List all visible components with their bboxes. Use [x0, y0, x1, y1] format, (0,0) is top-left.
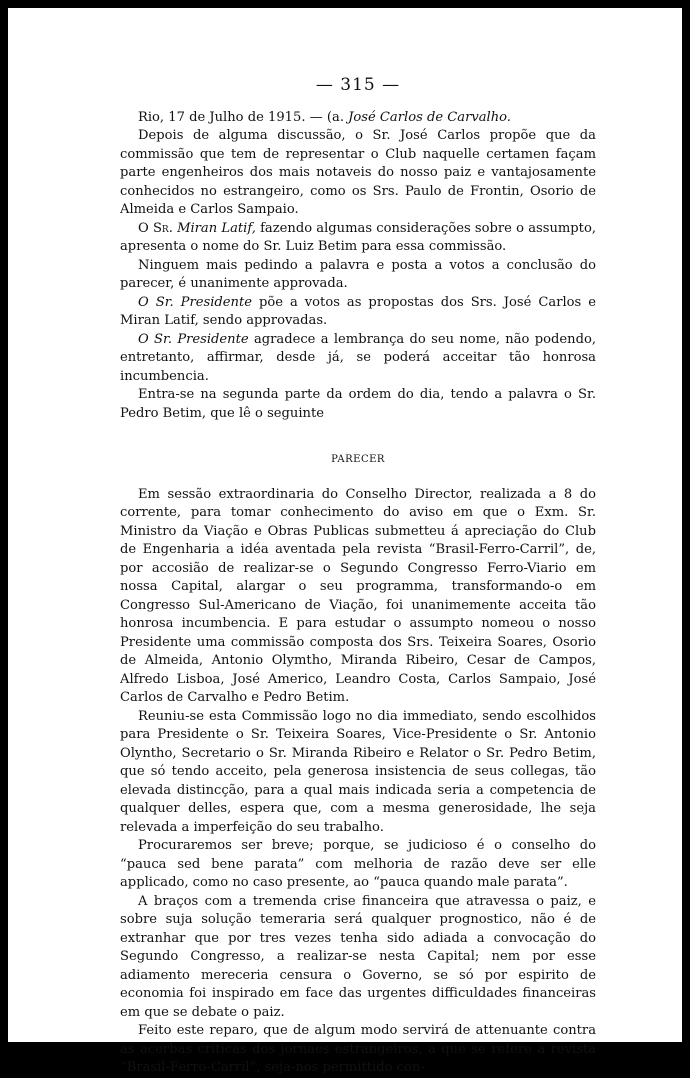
- speaker-name: Miran Latif,: [177, 220, 256, 236]
- parecer-paragraph-4: A braços com a tremenda crise financeira que atravessa o paiz, e sobre suja solução temeraria será qualquer prognostico, não é de extranhar que por tres vezes tenha sido adiada a convocação do Segundo Congresso, a realizar-se nesta Capital; nem por esse adiamento mereceria censura o Governo, se só por espirito de economia foi inspirado em face das urgentes difficuldades financeiras em que se debate o paiz.: [120, 893, 596, 1020]
- speaker-title: O Sr.: [138, 220, 173, 236]
- parecer-paragraph-2: Reuniu-se esta Commissão logo no dia immediato, sendo escolhidos para Presidente o Sr. Teixeira Soares, Vice-Presidente o Sr. Antonio Olyntho, Secretario o Sr. Miranda Ribeiro e Relator o Sr. Pedro Betim, que só tendo acceito, pela generosa insistencia de seus collegas, tão elevada distincção, para a qual mais indicada seria a competencia de qualquer delles, espera que, com a mesma generosidade, lhe seja relevada a imperfeição do seu trabalho.: [120, 708, 596, 835]
- speaker-name: O Sr. Presidente: [138, 331, 249, 347]
- parecer-paragraph-1: Em sessão extraordinaria do Conselho Director, realizada a 8 do corrente, para tomar conhecimento do aviso em que o Exm. Sr. Ministro da Viação e Obras Publicas submetteu á apreciação do Club de Engenharia a idéa aventada pela revista “Brasil-Ferro-Carril”, de, por accosião de realizar-se o Segundo Congresso Ferro-Viario em nossa Capital, alargar o seu programma, transformando-o em Congresso Sul-Americano de Viação, foi unanimemente acceita tão honrosa incumbencia. E para estudar o assumpto nomeou o nosso Presidente uma commissão composta dos Srs. Teixeira Soares, Osorio de Almeida, Antonio Olymtho, Miranda Ribeiro, Cesar de Campos, Alfredo Lisboa, José Americo, Leandro Costa, Carlos Sampaio, José Carlos de Carvalho e Pedro Betim.: [120, 486, 596, 705]
- paragraph-text: agradece a lembrança do seu nome, não podendo, entretanto, affirmar, desde já, se poderá acceitar tão honrosa incumbencia.: [120, 331, 596, 384]
- parecer-paragraph-3: Procuraremos ser breve; porque, se judicioso é o conselho do “pauca sed bene parata” com melhoria de razão deve ser elle applicado, como no caso presente, ao “pauca quando male parata”.: [120, 838, 596, 890]
- paragraph-signature: [120, 109, 596, 128]
- paragraph-text: Rio, 17 de Julho de 1915. — (a.: [138, 109, 349, 125]
- paragraph-text: fazendo algumas considerações sobre o assumpto, apresenta o nome do Sr. Luiz Betim para essa commissão.: [120, 220, 596, 254]
- speaker-name: O Sr. Presidente: [138, 294, 252, 310]
- paragraph-presidente-vote: [120, 294, 596, 331]
- document-page: [8, 8, 682, 1075]
- paragraph-text: põe a votos as propostas dos Srs. José Carlos e Miran Latif, sendo approvadas.: [120, 294, 597, 328]
- signature-name: José Carlos de Carvalho.: [348, 109, 511, 125]
- paragraph-presidente-thanks: [120, 331, 596, 387]
- paragraph-approval: Ninguem mais pedindo a palavra e posta a votos a conclusão do parecer, é unanimente approvada.: [120, 257, 596, 291]
- section-heading: PARECER: [331, 454, 385, 465]
- paragraph-miran-latif: [120, 220, 596, 257]
- page-content: [120, 76, 596, 1078]
- page-number: — 315 —: [315, 75, 401, 95]
- paragraph-order-of-day: Entra-se na segunda parte da ordem do dia, tendo a palavra o Sr. Pedro Betim, que lê o seguinte: [120, 387, 596, 421]
- paragraph-discussion: Depois de alguma discussão, o Sr. José Carlos propõe que da commissão que tem de representar o Club naquelle certamen façam parte engenheiros dos mais notaveis do nosso paiz e vantajosamente conhecidos no estrangeiro, como os Srs. Paulo de Frontin, Osorio de Almeida e Carlos Sampaio.: [120, 128, 596, 217]
- parecer-paragraph-5: Feito este reparo, que de algum modo servirá de attenuante contra as acerbas criticas dos jornaes estrangeiros, a que se refere a revista “Brasil-Ferro-Carril”, seja-nos permittido con-: [120, 1023, 596, 1075]
